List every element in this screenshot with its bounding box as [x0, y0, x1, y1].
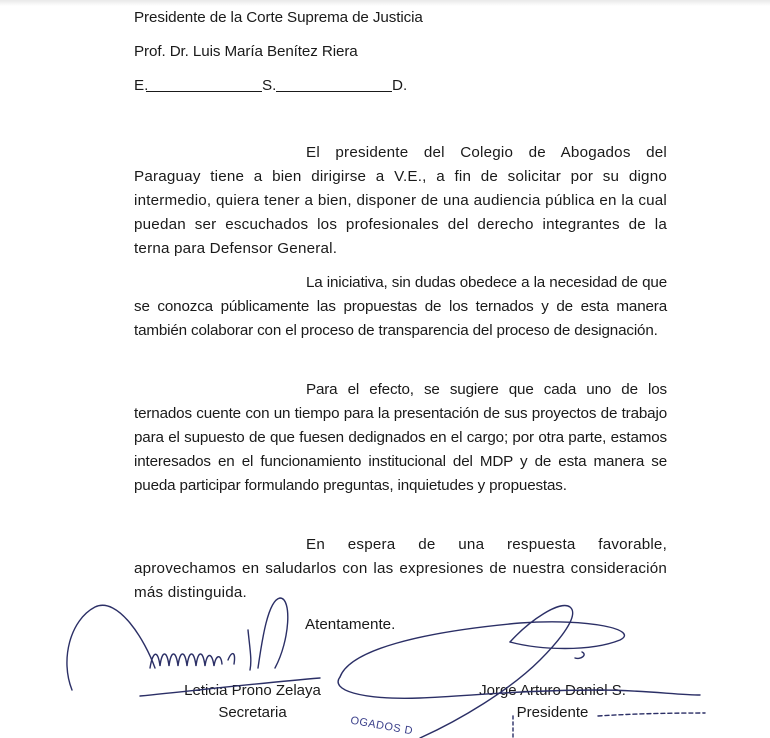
salutation-d: D.	[392, 77, 408, 94]
signatory-president	[470, 680, 635, 724]
signatory-name: Jorge Arturo Daniel S.	[479, 682, 626, 699]
stamp-seal: OGADOS D	[349, 714, 414, 738]
closing-text: Atentamente.	[305, 616, 396, 633]
salutation-underline-2	[276, 91, 392, 92]
salutation-e: E.	[134, 77, 149, 94]
salutation-s: S.	[262, 77, 277, 94]
paragraph-1: El presidente del Colegio de Abogados del Paraguay tiene a bien dirigirse a V.E., a fin de solicitar por su digno intermedio, quiera tener a bien, disponer de una audiencia pública en la cual puedan ser escuchados los profesionales del derecho integrantes de la terna para Defensor General.	[134, 144, 667, 257]
addressee-name: Prof. Dr. Luis María Benítez Riera	[134, 43, 358, 60]
salutation-underline-1	[146, 91, 262, 92]
addressee-title: Presidente de la Corte Suprema de Justicia	[134, 9, 423, 26]
paragraph-3: Para el efecto, se sugiere que cada uno de los ternados cuente con un tiempo para la presentación de sus proyectos de trabajo para el supuesto de que fuesen dedignados en el cargo; por otra parte, estamos interesados en el funcionamiento institucional del MDP y de esta manera se pueda participar formulando preguntas, inquietudes y propuestas.	[134, 381, 667, 494]
paragraph-4: En espera de una respuesta favorable, aprovechamos en saludarlos con las expresiones de nuestra consideración más distinguida.	[134, 536, 667, 601]
paragraph-2: La iniciativa, sin dudas obedece a la necesidad de que se conozca públicamente las propuestas de los ternados y de esta manera también colaborar con el proceso de transparencia del proceso de designación.	[134, 274, 667, 339]
signatory-secretary	[170, 680, 335, 724]
signatory-role: Presidente	[516, 704, 589, 721]
signatory-name: Leticia Prono Zelaya	[184, 682, 321, 699]
signatory-role: Secretaria	[218, 704, 287, 721]
